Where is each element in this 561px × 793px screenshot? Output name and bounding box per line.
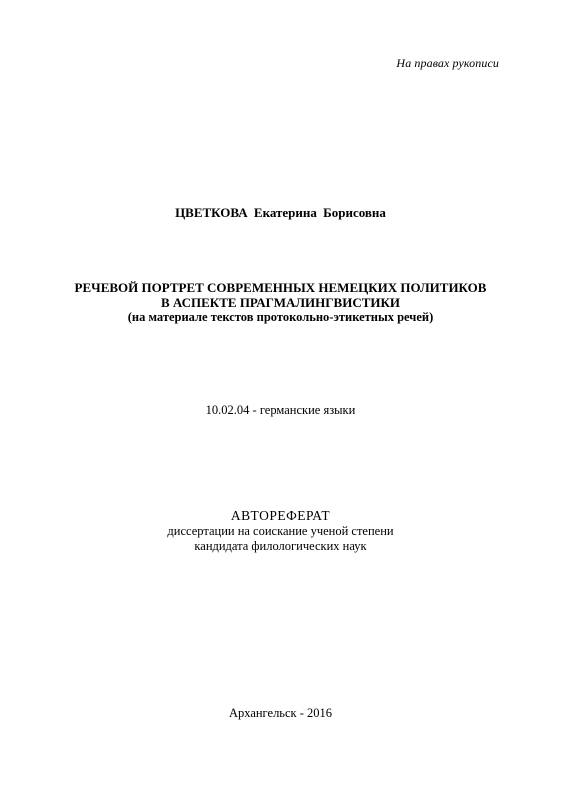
dissertation-title — [0, 280, 561, 325]
abstract-block — [0, 508, 561, 554]
title-subtitle: (на материале текстов протокольно-этикетных речей) — [127, 310, 434, 324]
abstract-heading: АВТОРЕФЕРАТ — [230, 508, 331, 523]
title-line-1: РЕЧЕВОЙ ПОРТРЕТ СОВРЕМЕННЫХ НЕМЕЦКИХ ПОЛИТИКОВ — [74, 280, 487, 295]
place-year: Архангельск - 2016 — [228, 706, 333, 720]
title-line-2: В АСПЕКТЕ ПРАГМАЛИНГВИСТИКИ — [160, 295, 401, 310]
rights-note: На правах рукописи — [396, 56, 499, 70]
specialty-code: 10.02.04 - германские языки — [205, 403, 356, 417]
abstract-line-1: диссертации на соискание ученой степени — [167, 524, 394, 538]
abstract-line-2: кандидата филологических наук — [194, 539, 367, 553]
author-name: ЦВЕТКОВА Екатерина Борисовна — [175, 205, 386, 220]
